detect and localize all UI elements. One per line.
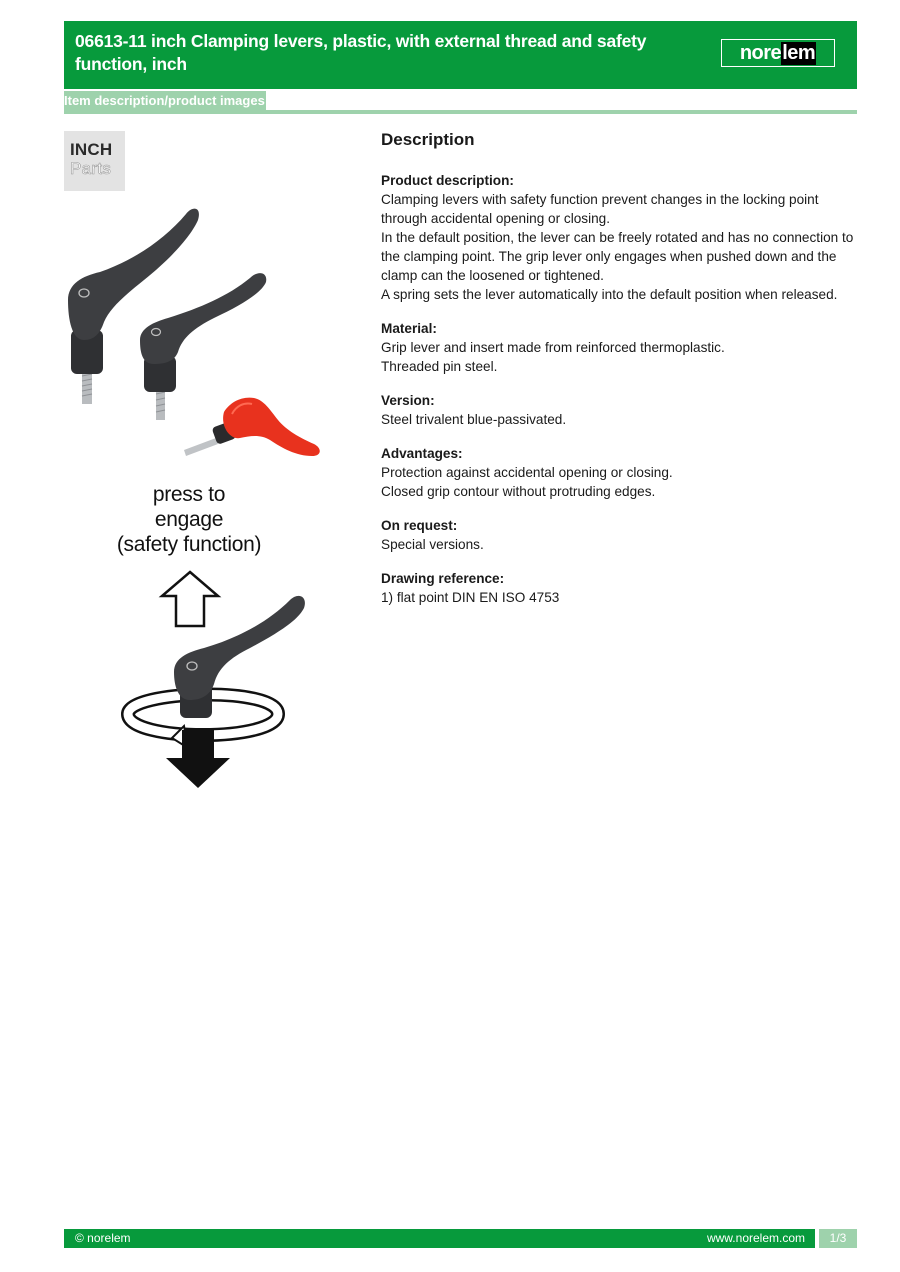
block-heading: Version: — [381, 393, 435, 408]
drawing-reference-block — [381, 569, 857, 607]
block-heading: Material: — [381, 321, 437, 336]
description-title: Description — [381, 130, 475, 149]
block-line: 1) flat point DIN EN ISO 4753 — [381, 590, 560, 605]
footer-website-link[interactable]: www.norelem.com — [706, 1231, 805, 1245]
small-red-lever-image — [184, 398, 320, 456]
safety-function-label — [94, 482, 284, 557]
description-section — [381, 128, 857, 622]
block-line: Special versions. — [381, 537, 484, 552]
block-line: Protection against accidental opening or closing. — [381, 465, 673, 480]
product-image — [64, 200, 334, 462]
on-request-block — [381, 516, 857, 554]
block-heading: Drawing reference: — [381, 571, 505, 586]
logo-text-part2: lem — [782, 41, 816, 64]
section-label: Item description/product images — [64, 91, 266, 111]
material-block — [381, 319, 857, 376]
logo-text-part1: nore — [739, 41, 782, 64]
block-line: Clamping levers with safety function prevent changes in the locking point through accidental opening or closing. — [381, 192, 819, 226]
badge-bottom-text: Parts — [70, 159, 112, 178]
block-heading: On request: — [381, 518, 458, 533]
safety-function-illustration — [118, 566, 308, 792]
footer-copyright: © norelem — [75, 1231, 131, 1245]
page-number: 1/3 — [819, 1229, 857, 1248]
inch-parts-badge — [64, 131, 125, 191]
product-description-block — [381, 171, 857, 304]
safety-label-line-2: engage — [154, 508, 224, 531]
version-block — [381, 391, 857, 429]
footer-bar — [64, 1229, 815, 1248]
block-line: Threaded pin steel. — [381, 359, 498, 374]
block-line: Steel trivalent blue-passivated. — [381, 412, 567, 427]
block-line: Grip lever and insert made from reinforced thermoplastic. — [381, 340, 725, 355]
safety-label-line-1: press to — [152, 483, 226, 506]
header-bar — [64, 21, 857, 89]
block-line: Closed grip contour without protruding edges. — [381, 484, 656, 499]
safety-label-line-3: (safety function) — [116, 533, 262, 556]
block-heading: Product description: — [381, 173, 514, 188]
up-arrow-icon — [162, 572, 218, 626]
block-heading: Advantages: — [381, 446, 463, 461]
page-title: 06613-11 inch Clamping levers, plastic, with external thread and safety function, inch — [75, 31, 647, 74]
norelem-logo — [721, 39, 835, 67]
block-line: In the default position, the lever can be freely rotated and has no connection to the clamping point. The grip lever only engages when pushed down and the clamp can the loosened or tightened. — [381, 230, 854, 283]
badge-top-text: INCH — [70, 140, 113, 159]
block-line: A spring sets the lever automatically into the default position when released. — [381, 287, 838, 302]
large-lever-image — [68, 209, 199, 404]
advantages-block — [381, 444, 857, 501]
